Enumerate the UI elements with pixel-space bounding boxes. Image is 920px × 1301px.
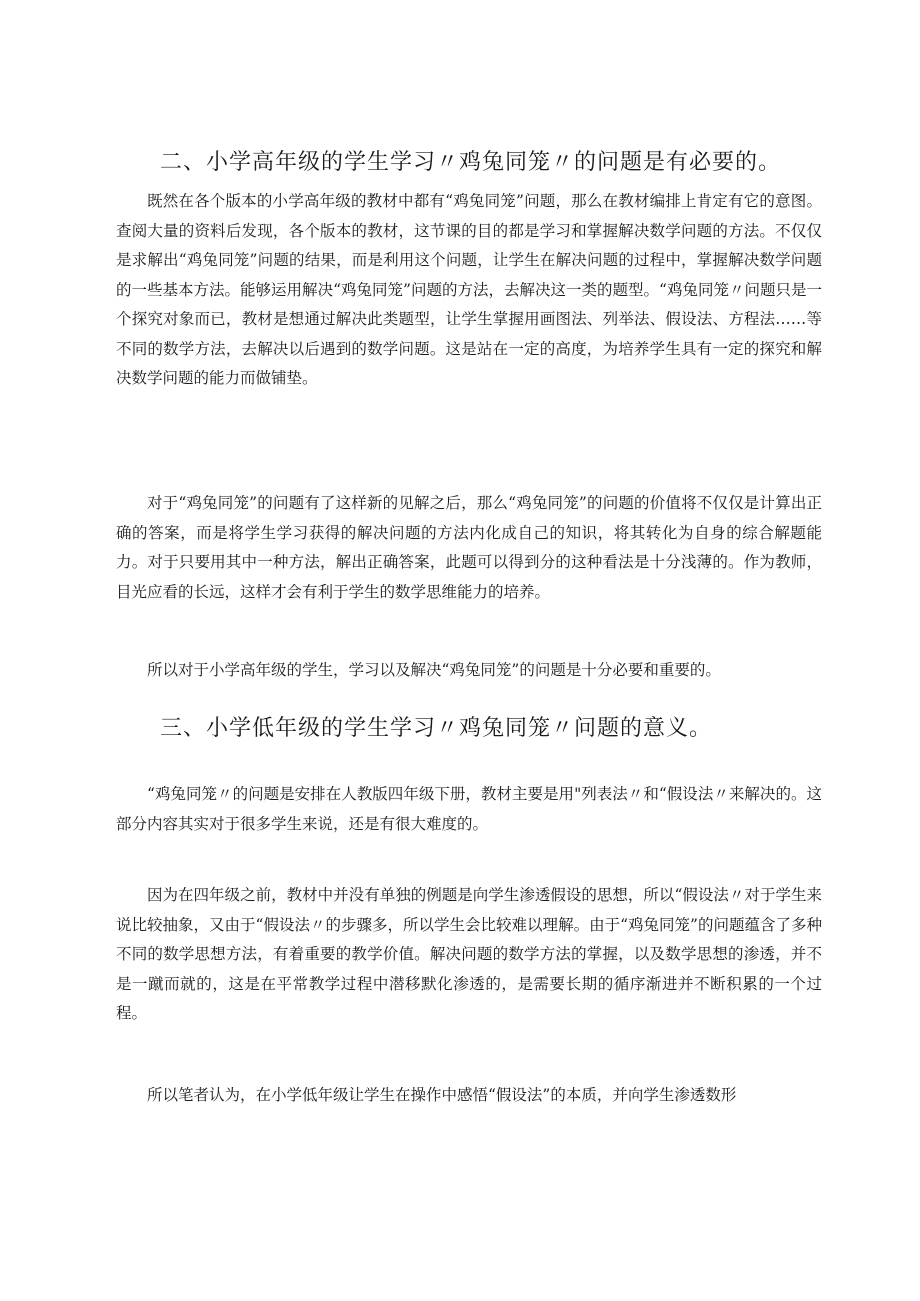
paragraph-value-of-problem: 对于“鸡兔同笼”的问题有了这样新的见解之后，那么“鸡兔同笼”的问题的价值将不仅仅是计算出正确的答案，而是将学生学习获得的解决问题的方法内化成自己的知识，将其转化为自身的综合解题能力。对于只要用其中一种方法，解出正确答案，此题可以得到分的这种看法是十分浅薄的。作为教师，目光应看的长远，这样才会有利于学生的数学思维能力的培养。: [116, 494, 822, 601]
paragraph-textbook-placement: “鸡兔同笼〃的问题是安排在人教版四年级下册，教材主要是用"列表法〃和“假设法〃来解决的。这部分内容其实对于很多学生来说，还是有很大难度的。: [116, 785, 822, 833]
paragraph-difficulty: 因为在四年级之前，教材中并没有单独的例题是向学生渗透假设的思想，所以“假设法〃对于学生来说比较抽象，又由于“假设法〃的步骤多，所以学生会比较难以理解。由于“鸡兔同笼”的问题蕴含了多种不同的数学思想方法，有着重要的教学价值。解决问题的数学方法的掌握，以及数学思想的渗透，并不是一蹴而就的，这是在平常教学过程中潜移默化渗透的，是需要长期的循序渐进并不断积累的一个过程。: [116, 886, 822, 1022]
section-heading-2: 二、小学高年级的学生学习〃鸡兔同笼〃的问题是有必要的。: [160, 150, 782, 175]
paragraph-conclusion: 所以对于小学高年级的学生，学习以及解决“鸡兔同笼”的问题是十分必要和重要的。: [147, 661, 721, 679]
paragraph-textbook-intent: 既然在各个版本的小学高年级的教材中都有“鸡兔同笼”问题，那么在教材编排上肯定有它的意图。查阅大量的资料后发现，各个版本的教材，这节课的目的都是学习和掌握解决数学问题的方法。不仅仅是求解出“鸡兔同笼”问题的结果，而是利用这个问题，让学生在解决问题的过程中，掌握解决数学问题的一些基本方法。能够运用解决“鸡兔同笼”问题的方法，去解决这一类的题型。“鸡兔同笼〃问题只是一个探究对象而已，教材是想通过解决此类题型，让学生掌握用画图法、列举法、假设法、方程法……等不同的数学方法，去解决以后遇到的数学问题。这是站在一定的高度，为培养学生具有一定的探究和解决数学问题的能力而做铺垫。: [116, 192, 822, 387]
paragraph-author-view: 所以笔者认为，在小学低年级让学生在操作中感悟“假设法”的本质，并向学生渗透数形: [147, 1086, 737, 1104]
section-heading-3: 三、小学低年级的学生学习〃鸡兔同笼〃问题的意义。: [160, 716, 713, 741]
